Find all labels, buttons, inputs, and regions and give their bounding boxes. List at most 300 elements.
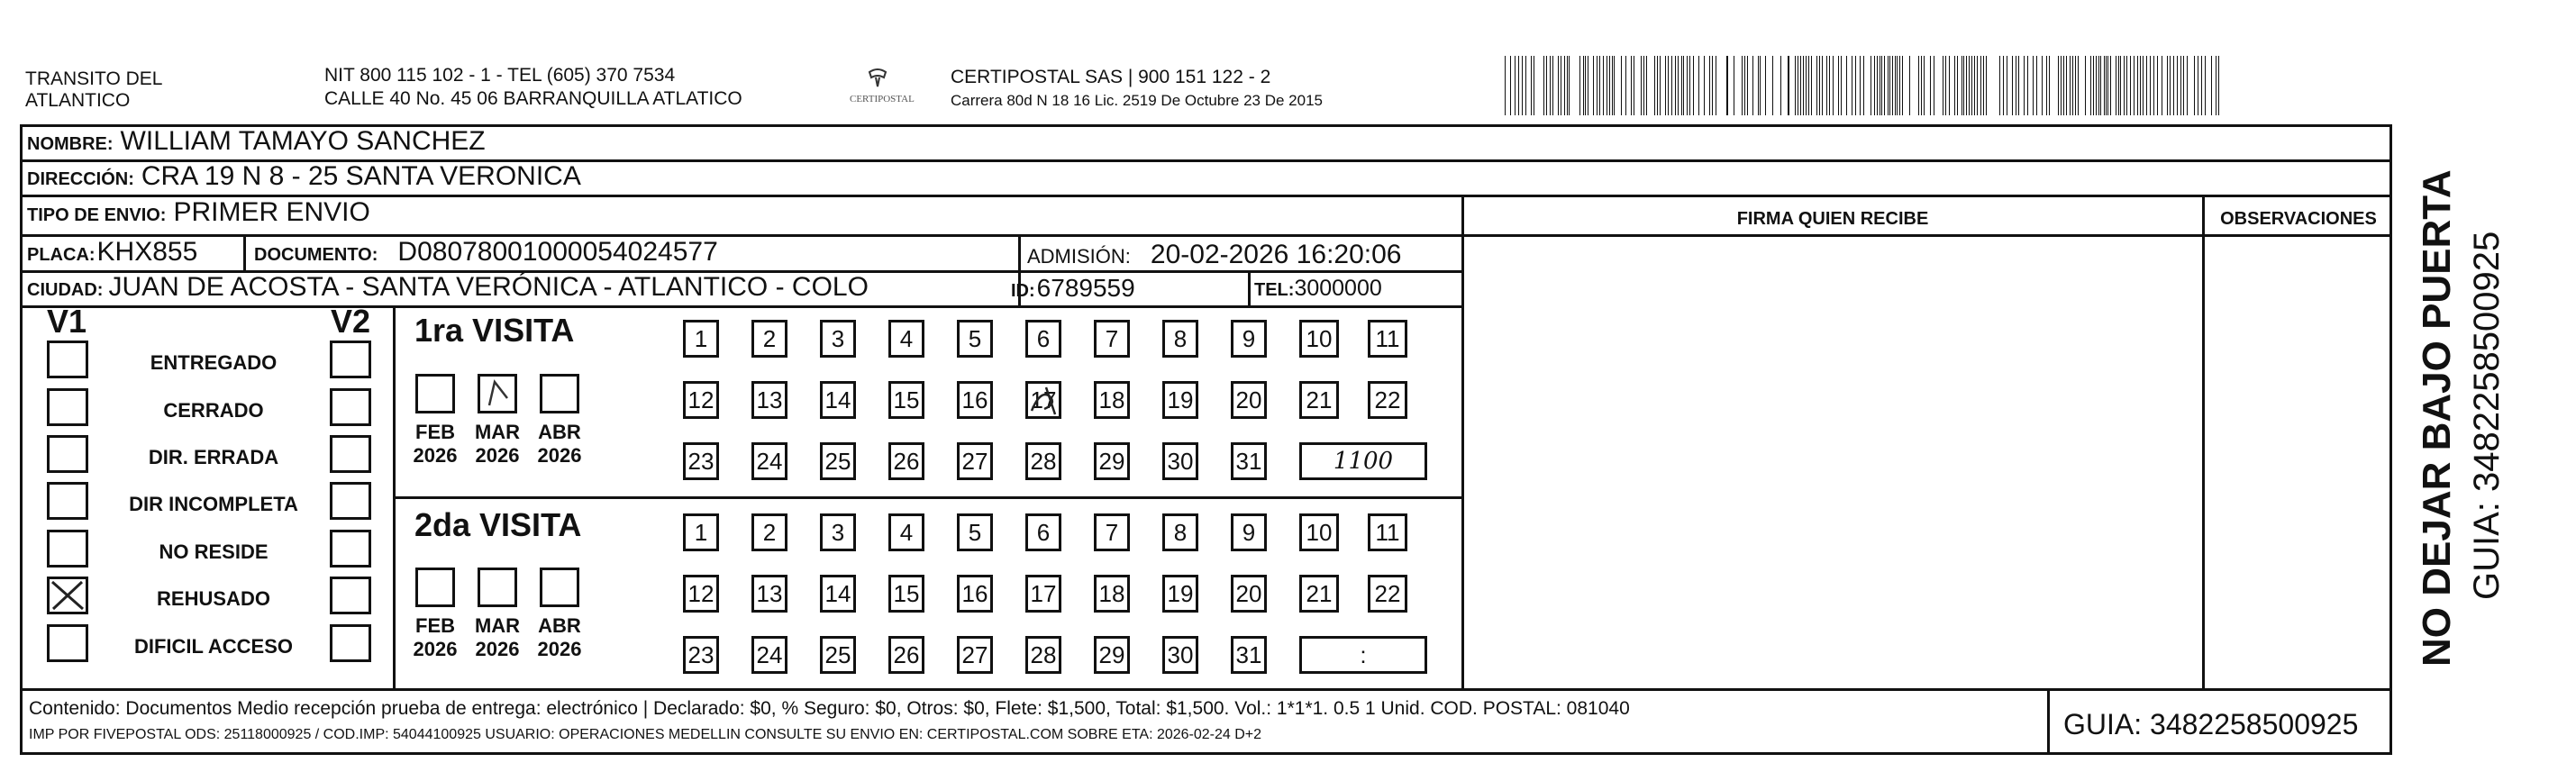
divider xyxy=(20,305,1463,308)
barcode-bar xyxy=(2153,56,2154,115)
status-option-label: DIR. ERRADA xyxy=(148,446,279,468)
barcode-bar xyxy=(2042,56,2043,115)
day-box[interactable]: 6 xyxy=(1025,320,1061,358)
barcode-bar xyxy=(1980,56,1981,115)
barcode-bar xyxy=(2018,56,2019,115)
day-box[interactable]: 29 xyxy=(1094,636,1130,674)
barcode-bar xyxy=(1546,56,1547,115)
tel-row xyxy=(1254,276,1382,302)
barcode-bar xyxy=(1954,56,1955,115)
day-box[interactable]: 6 xyxy=(1025,513,1061,551)
id-row xyxy=(1011,274,1135,303)
barcode-bar xyxy=(2187,56,2188,115)
barcode-bar xyxy=(2093,56,2094,115)
month-name: MAR xyxy=(474,614,521,637)
status-option-label: DIFICIL ACCESO xyxy=(133,635,293,658)
month-name: ABR xyxy=(538,421,581,443)
barcode-bar xyxy=(2085,56,2086,115)
month-name: ABR xyxy=(538,614,581,637)
barcode-bar xyxy=(1780,56,1781,115)
day-box[interactable]: 2 xyxy=(751,513,787,551)
day-box[interactable]: 21 xyxy=(1299,575,1339,613)
barcode-bar xyxy=(1945,56,1946,115)
carrier-license: Carrera 80d N 18 16 Lic. 2519 De Octubre 23 De 2015 xyxy=(951,92,1323,109)
barcode-bar xyxy=(2106,56,2107,115)
day-box[interactable]: 10 xyxy=(1299,513,1339,551)
barcode-bar xyxy=(1683,56,1684,115)
day-box[interactable]: 14 xyxy=(820,575,856,613)
visit-2-title: 2da VISITA xyxy=(414,506,582,543)
barcode-bar xyxy=(2066,56,2067,115)
day-box[interactable]: 25 xyxy=(820,636,856,674)
barcode-bar xyxy=(1646,56,1647,115)
id-label: ID: xyxy=(1011,281,1035,301)
day-box[interactable]: 1 xyxy=(683,320,719,358)
day-box[interactable]: 13 xyxy=(751,575,787,613)
status-option-label: CERRADO xyxy=(163,399,264,422)
day-box[interactable]: 16 xyxy=(957,381,993,419)
barcode-bar xyxy=(2049,56,2050,115)
barcode-bar xyxy=(1966,56,1967,115)
day-box[interactable]: 22 xyxy=(1368,381,1407,419)
day-box[interactable]: 11 xyxy=(1368,320,1407,358)
barcode-bar xyxy=(1788,56,1789,115)
barcode-bar xyxy=(1689,56,1690,115)
v2-label: V2 xyxy=(331,303,371,340)
address-row xyxy=(27,161,581,192)
status-option-label: DIR INCOMPLETA xyxy=(129,493,298,515)
barcode-bar xyxy=(1983,56,1984,115)
barcode-bar xyxy=(1585,56,1586,115)
day-box[interactable]: 28 xyxy=(1025,442,1061,480)
observations-header: OBSERVACIONES xyxy=(2220,209,2377,229)
day-box[interactable]: 10 xyxy=(1299,320,1339,358)
barcode-bar xyxy=(1855,56,1856,115)
v2-checkbox[interactable] xyxy=(330,482,371,520)
v2-checkbox[interactable] xyxy=(330,577,371,614)
day-box[interactable]: 23 xyxy=(683,636,719,674)
day-box[interactable]: 29 xyxy=(1094,442,1130,480)
barcode-bar xyxy=(1888,56,1889,115)
barcode-bar xyxy=(2130,56,2131,115)
barcode-bar xyxy=(2090,56,2091,115)
footer-guia: GUIA: 3482258500925 xyxy=(2063,708,2359,740)
divider xyxy=(393,496,1461,499)
v1-checkbox[interactable] xyxy=(47,388,88,426)
v2-checkbox[interactable] xyxy=(330,530,371,568)
barcode-bar xyxy=(1841,56,1842,115)
barcode-bar xyxy=(2167,56,2168,115)
barcode-bar xyxy=(1543,56,1544,115)
day-box[interactable]: 18 xyxy=(1094,575,1130,613)
day-box[interactable]: 12 xyxy=(683,575,719,613)
barcode-bar xyxy=(2205,56,2206,115)
barcode-bar xyxy=(1800,56,1801,115)
day-box[interactable]: 31 xyxy=(1231,636,1267,674)
v1-checkbox[interactable] xyxy=(47,530,88,568)
barcode-bar xyxy=(1510,56,1511,115)
v2-checkbox[interactable] xyxy=(330,624,371,662)
barcode-bar xyxy=(1631,56,1632,115)
day-box[interactable]: 13 xyxy=(751,381,787,419)
day-box[interactable]: 3 xyxy=(820,320,856,358)
barcode-bar xyxy=(1808,56,1809,115)
day-box[interactable]: 17 xyxy=(1025,575,1061,613)
barcode-bar xyxy=(2120,56,2121,115)
barcode-bar xyxy=(1675,56,1676,115)
barcode-bar xyxy=(2201,56,2202,115)
day-box[interactable]: 26 xyxy=(888,636,924,674)
name-label: NOMBRE: xyxy=(27,134,114,154)
barcode-bar xyxy=(1550,56,1551,115)
day-box[interactable]: 4 xyxy=(888,320,924,358)
divider xyxy=(20,688,2392,691)
barcode-bar xyxy=(1614,56,1615,115)
v2-checkbox[interactable] xyxy=(330,388,371,426)
sender-name-line2: ATLANTICO xyxy=(25,90,131,111)
day-box[interactable]: 2 xyxy=(751,320,787,358)
barcode-bar xyxy=(1969,56,1970,115)
barcode-bar xyxy=(2110,56,2111,115)
day-box[interactable]: 4 xyxy=(888,513,924,551)
barcode-bar xyxy=(2173,56,2174,115)
day-box[interactable]: 21 xyxy=(1299,381,1339,419)
day-box[interactable]: 7 xyxy=(1094,320,1130,358)
barcode-bar xyxy=(1949,56,1950,115)
barcode-bar xyxy=(2104,56,2105,115)
barcode-bar xyxy=(2140,56,2141,115)
day-box[interactable]: 30 xyxy=(1162,636,1198,674)
barcode-bar xyxy=(1974,56,1975,115)
barcode-bar xyxy=(1816,56,1817,115)
barcode-bar xyxy=(1881,56,1882,115)
barcode-bar xyxy=(2072,56,2073,115)
address-label: DIRECCIÓN: xyxy=(27,169,134,189)
day-box[interactable]: 15 xyxy=(888,381,924,419)
day-box[interactable]: 9 xyxy=(1231,513,1267,551)
month-name: FEB xyxy=(415,614,455,637)
barcode-bar xyxy=(2137,56,2138,115)
barcode-bar xyxy=(1971,56,1972,115)
barcode-bar xyxy=(1924,56,1925,115)
divider xyxy=(2047,688,2050,755)
barcode-bar xyxy=(1564,56,1565,115)
day-box[interactable]: 7 xyxy=(1094,513,1130,551)
signature-header: FIRMA QUIEN RECIBE xyxy=(1736,209,1929,229)
day-box[interactable]: 23 xyxy=(683,442,719,480)
barcode-bar xyxy=(1515,56,1516,115)
barcode-bar xyxy=(1758,56,1759,115)
barcode-bar xyxy=(2107,56,2108,115)
barcode-bar xyxy=(1612,56,1613,115)
barcode-bar xyxy=(1895,56,1896,115)
month-checkbox[interactable] xyxy=(540,568,579,607)
barcode-bar xyxy=(1657,56,1658,115)
observations-area[interactable] xyxy=(2207,237,2389,686)
barcode-bar xyxy=(1884,56,1885,115)
month-year: 2026 xyxy=(475,638,520,660)
barcode-bar xyxy=(2218,56,2219,115)
day-box[interactable]: 11 xyxy=(1368,513,1407,551)
barcode-bar xyxy=(2100,56,2101,115)
barcode-bar xyxy=(1518,56,1519,115)
day-box[interactable]: 20 xyxy=(1231,575,1267,613)
barcode-bar xyxy=(1889,56,1890,115)
plate-value: KHX855 xyxy=(96,237,198,267)
barcode-bar xyxy=(1772,56,1773,115)
barcode-bar xyxy=(1899,56,1900,115)
barcode-bar xyxy=(1752,56,1753,115)
carrier-name: CERTIPOSTAL SAS | 900 151 122 - 2 xyxy=(951,67,1271,87)
barcode-bar xyxy=(1569,56,1570,115)
day-box[interactable]: 8 xyxy=(1162,320,1198,358)
barcode-bar xyxy=(1621,56,1622,115)
visit-1-title: 1ra VISITA xyxy=(414,312,575,349)
month-year: 2026 xyxy=(537,638,582,660)
barcode-bar xyxy=(1826,56,1827,115)
document-row xyxy=(254,237,718,268)
barcode-bar xyxy=(1877,56,1878,115)
month-checkbox[interactable] xyxy=(478,374,517,413)
barcode-bar xyxy=(1744,56,1745,115)
day-box[interactable]: 8 xyxy=(1162,513,1198,551)
barcode-bar xyxy=(1668,56,1669,115)
side-warning: NO DEJAR BAJO PUERTA xyxy=(2415,169,2459,667)
tel-value: 3000000 xyxy=(1294,276,1382,301)
barcode-bar xyxy=(2124,56,2125,115)
day-box[interactable]: 31 xyxy=(1231,442,1267,480)
barcode-bar xyxy=(1681,56,1682,115)
barcode-bar xyxy=(1609,56,1610,115)
barcode-bar xyxy=(1641,56,1642,115)
barcode-bar xyxy=(2183,56,2184,115)
barcode-bar xyxy=(1704,56,1705,115)
barcode-bar xyxy=(2211,56,2212,115)
v2-checkbox[interactable] xyxy=(330,435,371,473)
barcode-bar xyxy=(1806,56,1807,115)
shipment-type: PRIMER ENVIO xyxy=(173,197,370,227)
v1-checkbox[interactable] xyxy=(47,482,88,520)
barcode xyxy=(1503,56,2224,115)
admission-value: 20-02-2026 16:20:06 xyxy=(1150,240,1402,269)
barcode-bar xyxy=(2027,56,2028,115)
month-checkbox[interactable] xyxy=(415,374,455,413)
plate-label: PLACA: xyxy=(27,245,96,265)
month-year: 2026 xyxy=(413,444,458,467)
barcode-bar xyxy=(1957,56,1958,115)
barcode-bar xyxy=(1833,56,1834,115)
day-box[interactable]: 5 xyxy=(957,320,993,358)
barcode-bar xyxy=(2033,56,2034,115)
day-box[interactable]: 12 xyxy=(683,381,719,419)
barcode-bar xyxy=(2075,56,2076,115)
day-box[interactable]: 25 xyxy=(820,442,856,480)
footer-contents: Contenido: Documentos Medio recepción prueba de entrega: electrónico | Declarado: $0, % Seguro: $0, Otros: $0, Flete: $1,500, Total: $1,500. Vol.: 1*1*1. 0.5 1 Unid. COD. POSTAL: 081040 xyxy=(29,698,1630,719)
divider xyxy=(20,234,1463,237)
city-row xyxy=(27,272,869,303)
barcode-bar xyxy=(2070,56,2071,115)
day-box[interactable]: 19 xyxy=(1162,381,1198,419)
barcode-bar xyxy=(2063,56,2064,115)
barcode-bar xyxy=(2061,56,2062,115)
day-box[interactable]: 18 xyxy=(1094,381,1130,419)
plate-row xyxy=(27,237,197,268)
side-guia: GUIA: 3482258500925 xyxy=(2467,231,2507,600)
day-box[interactable]: 19 xyxy=(1162,575,1198,613)
barcode-bar xyxy=(1829,56,1830,115)
barcode-bar xyxy=(1660,56,1661,115)
city-label: CIUDAD: xyxy=(27,280,104,300)
day-box[interactable]: 16 xyxy=(957,575,993,613)
day-box[interactable]: 27 xyxy=(957,442,993,480)
check-mark-icon xyxy=(480,377,514,411)
month-name: MAR xyxy=(474,421,521,443)
tel-label: TEL: xyxy=(1254,280,1295,300)
barcode-bar xyxy=(2036,56,2037,115)
logo-caption: CERTIPOSTAL xyxy=(850,94,915,104)
barcode-bar xyxy=(2126,56,2127,115)
barcode-bar xyxy=(1625,56,1626,115)
month-checkbox[interactable] xyxy=(540,374,579,413)
barcode-bar xyxy=(1999,56,2000,115)
month-checkbox[interactable] xyxy=(415,568,455,607)
barcode-bar xyxy=(1811,56,1812,115)
barcode-bar xyxy=(1874,56,1875,115)
v1-checkbox[interactable] xyxy=(47,435,88,473)
day-box[interactable]: 15 xyxy=(888,575,924,613)
day-box[interactable]: 20 xyxy=(1231,381,1267,419)
v1-checkbox[interactable] xyxy=(47,624,88,662)
barcode-bar xyxy=(1603,56,1604,115)
divider xyxy=(2202,195,2205,688)
barcode-bar xyxy=(1531,56,1532,115)
barcode-bar xyxy=(2143,56,2144,115)
day-box[interactable]: 9 xyxy=(1231,320,1267,358)
month-checkbox[interactable] xyxy=(478,568,517,607)
shipment-label: TIPO DE ENVIO: xyxy=(27,205,167,225)
footer-imp: IMP POR FIVEPOSTAL ODS: 25118000925 / COD.IMP: 54044100925 USUARIO: OPERACIONES MEDELLIN CONSULTE SU ENVIO EN: CERTIPOSTAL.COM SOBRE ETA: 2026-02-24 D+2 xyxy=(29,727,1262,742)
handwritten-mark-icon xyxy=(1028,384,1064,420)
barcode-bar xyxy=(1583,56,1584,115)
day-box[interactable]: 22 xyxy=(1368,575,1407,613)
barcode-bar xyxy=(1892,56,1893,115)
v1-checkbox[interactable] xyxy=(47,577,88,614)
sender-address: CALLE 40 No. 45 06 BARRANQUILLA ATLATICO xyxy=(324,88,742,109)
barcode-bar xyxy=(2098,56,2099,115)
day-box[interactable]: 28 xyxy=(1025,636,1061,674)
divider xyxy=(243,234,246,270)
day-box[interactable]: 17 xyxy=(1025,381,1061,419)
recipient-address: CRA 19 N 8 - 25 SANTA VERONICA xyxy=(141,161,581,191)
barcode-bar xyxy=(2012,56,2013,115)
id-value: 6789559 xyxy=(1036,274,1135,302)
barcode-bar xyxy=(1819,56,1820,115)
barcode-bar xyxy=(1712,56,1713,115)
barcode-bar xyxy=(2024,56,2025,115)
barcode-bar xyxy=(1698,56,1699,115)
barcode-bar xyxy=(2058,56,2059,115)
day-box[interactable]: 5 xyxy=(957,513,993,551)
barcode-bar xyxy=(1671,56,1672,115)
barcode-bar xyxy=(2180,56,2181,115)
document-label: DOCUMENTO: xyxy=(254,245,378,265)
day-box[interactable]: 26 xyxy=(888,442,924,480)
v1-label: V1 xyxy=(47,303,87,340)
barcode-bar xyxy=(1525,56,1526,115)
barcode-bar xyxy=(1678,56,1679,115)
barcode-bar xyxy=(1963,56,1964,115)
barcode-bar xyxy=(1522,56,1523,115)
v2-checkbox[interactable] xyxy=(330,341,371,378)
barcode-bar xyxy=(1902,56,1903,115)
month-year: 2026 xyxy=(413,638,458,660)
barcode-bar xyxy=(1921,56,1922,115)
barcode-bar xyxy=(1760,56,1761,115)
barcode-bar xyxy=(1742,56,1743,115)
barcode-bar xyxy=(1579,56,1580,115)
document-value: D08078001000054024577 xyxy=(397,237,718,267)
day-box[interactable]: 30 xyxy=(1162,442,1198,480)
visit-time-box[interactable]: : xyxy=(1299,636,1427,674)
barcode-bar xyxy=(1726,56,1728,115)
city-value: JUAN DE ACOSTA - SANTA VERÓNICA - ATLANTICO - COLO xyxy=(108,272,869,302)
day-box[interactable]: 3 xyxy=(820,513,856,551)
barcode-bar xyxy=(1846,56,1847,115)
barcode-bar xyxy=(1860,56,1861,115)
barcode-bar xyxy=(1693,56,1694,115)
barcode-bar xyxy=(1505,56,1506,115)
barcode-bar xyxy=(1665,56,1666,115)
divider xyxy=(1461,195,1464,688)
v1-checkbox[interactable] xyxy=(47,341,88,378)
barcode-bar xyxy=(2177,56,2178,115)
barcode-bar xyxy=(1918,56,1919,115)
admission-label: ADMISIÓN: xyxy=(1027,245,1131,268)
month-year: 2026 xyxy=(537,444,582,467)
day-box[interactable]: 1 xyxy=(683,513,719,551)
barcode-bar xyxy=(1552,56,1553,115)
visit-time-box[interactable]: 1100 xyxy=(1299,442,1427,480)
month-name: FEB xyxy=(415,421,455,443)
divider xyxy=(20,195,2392,197)
day-box[interactable]: 14 xyxy=(820,381,856,419)
sender-nit: NIT 800 115 102 - 1 - TEL (605) 370 7534 xyxy=(324,65,676,86)
x-mark-icon xyxy=(50,579,86,612)
barcode-bar xyxy=(2194,56,2195,115)
barcode-bar xyxy=(2150,56,2151,115)
barcode-bar xyxy=(1795,56,1796,115)
barcode-bar xyxy=(1986,56,1987,115)
barcode-bar xyxy=(1930,56,1931,115)
barcode-bar xyxy=(1863,56,1864,115)
barcode-bar xyxy=(2046,56,2047,115)
barcode-bar xyxy=(1654,56,1655,115)
admission-row xyxy=(1027,240,1401,270)
day-box[interactable]: 24 xyxy=(751,636,787,674)
barcode-bar xyxy=(2157,56,2158,115)
day-box[interactable]: 24 xyxy=(751,442,787,480)
day-box[interactable]: 27 xyxy=(957,636,993,674)
sender-name-line1: TRANSITO DEL xyxy=(25,68,163,89)
name-row xyxy=(27,126,486,157)
signature-area[interactable] xyxy=(1466,237,2199,686)
barcode-bar xyxy=(1567,56,1568,115)
barcode-bar xyxy=(2078,56,2079,115)
barcode-bar xyxy=(2096,56,2097,115)
shipment-row xyxy=(27,197,370,228)
barcode-bar xyxy=(1803,56,1804,115)
divider xyxy=(1248,270,1251,305)
